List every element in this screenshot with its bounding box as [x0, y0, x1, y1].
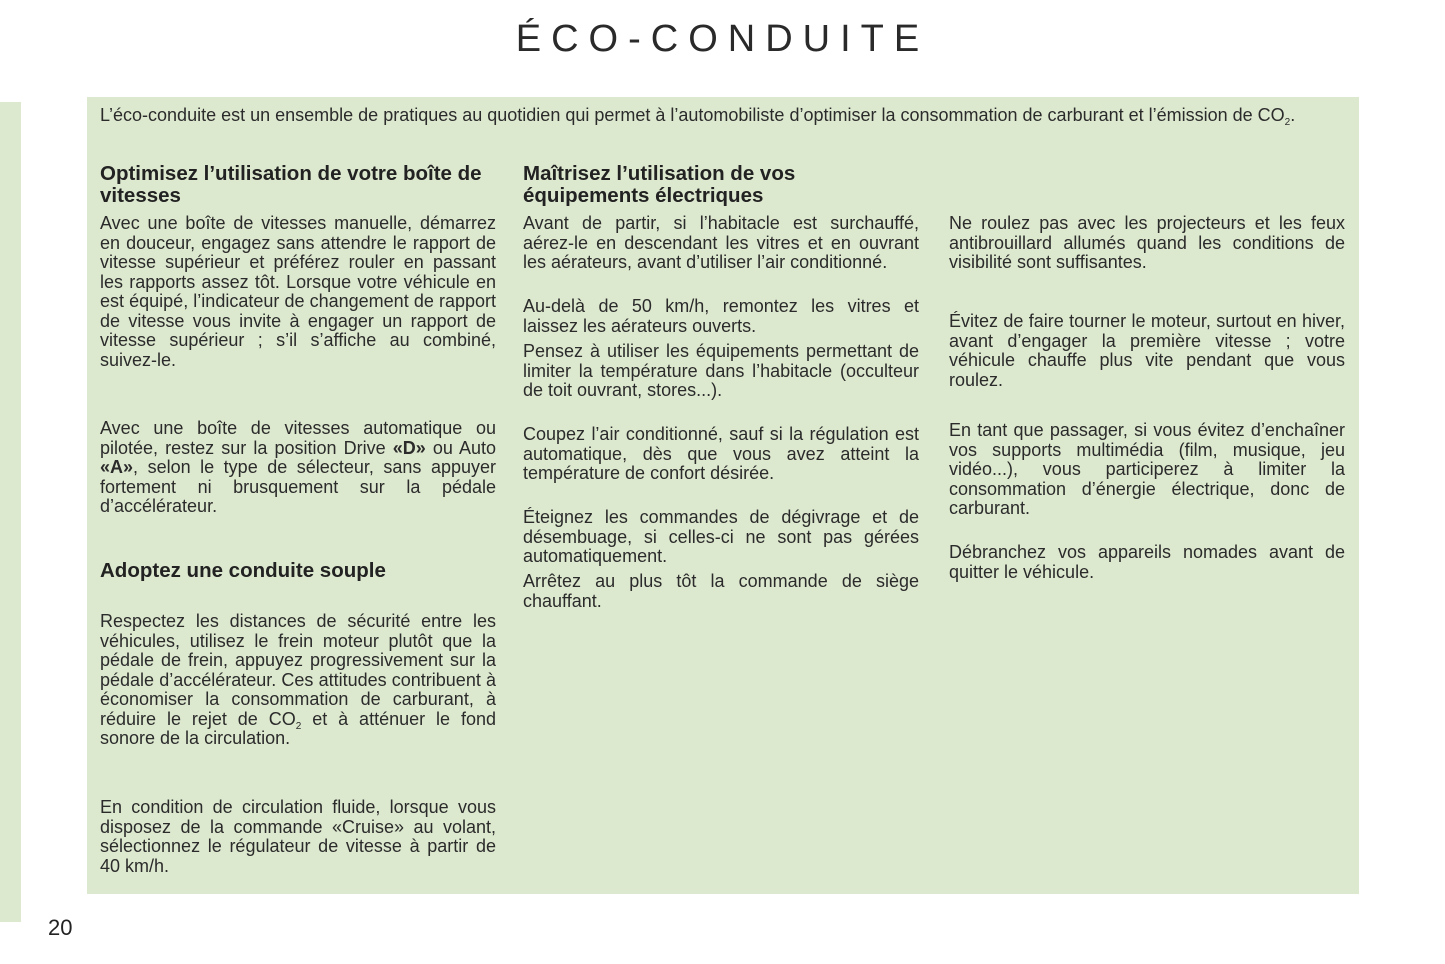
paragraph-demisting: Éteignez les commandes de dégivrage et de désembuage, si celles-ci ne sont pas gérées automatiquement. — [523, 507, 919, 566]
heading-gearbox: Optimisez l’utilisation de votre boîte de vitesses — [100, 162, 482, 207]
paragraph-safety-distances: Respectez les distances de sécurité entre les véhicules, utilisez le frein moteur plutôt que la pédale de frein, appuyez progressivement sur la pédale d’accélérateur. Ces attitudes contribuent à économiser la consommation de carburant, à réduire le rejet de $CO_2$ et à atténuer le fond sonore de la circulation. — [100, 611, 496, 748]
heading-smooth-driving: Adoptez une conduite souple — [100, 559, 386, 582]
intro-paragraph: L’éco-conduite est un ensemble de pratiques au quotidien qui permet à l’automobiliste d’optimiser la consommation de carburant et l’émission de $CO_2$. — [100, 105, 1296, 128]
paragraph-manual-gearbox: Avec une boîte de vitesses manuelle, démarrez en douceur, engagez sans attendre le rapport de vitesse supérieur et préférez rouler en passant les rapports assez tôt. Lorsque votre véhicule en est équipé, l’indicateur de changement de rapport de vitesse vous invite à engager un rapport de vitesse supérieur ; s’il s’affiche au combiné, suivez-le. — [100, 213, 496, 370]
paragraph-headlamps: Ne roulez pas avec les projecteurs et les feux antibrouillard allumés quand les conditions de visibilité sont suffisantes. — [949, 213, 1345, 272]
section-side-tab — [0, 102, 21, 922]
paragraph-engine-idle: Évitez de faire tourner le moteur, surtout en hiver, avant d’engager la première vitesse ; votre véhicule chauffe plus vite pendant que vous roulez. — [949, 311, 1345, 390]
paragraph-nomad-devices: Débranchez vos appareils nomades avant de quitter le véhicule. — [949, 542, 1345, 582]
page-number: 20 — [48, 915, 73, 940]
paragraph-cruise-control: En condition de circulation fluide, lorsque vous disposez de la commande «Cruise» au volant, sélectionnez le régulateur de vitesse à partir de 40 km/h. — [100, 797, 496, 876]
paragraph-windows: Au-delà de 50 km/h, remontez les vitres et laissez les aérateurs ouverts. — [523, 296, 919, 336]
paragraph-ventilation: Avant de partir, si l’habitacle est surchauffé, aérez-le en descendant les vitres et en ouvrant les aérateurs, avant d’utiliser l’air conditionné. — [523, 213, 919, 272]
heading-electrical-equipment: Maîtrisez l’utilisation de vos équipements électriques — [523, 162, 796, 207]
paragraph-multimedia: En tant que passager, si vous évitez d’enchaîner vos supports multimédia (film, musique, jeu vidéo...), vous participerez à limiter la consommation d’énergie électrique, donc de carburant. — [949, 420, 1345, 518]
paragraph-automatic-gearbox: Avec une boîte de vitesses automatique ou pilotée, restez sur la position Drive «D» ou Auto «A», selon le type de sélecteur, sans appuyer fortement ni brusquement sur la pédale d’accélérateur. — [100, 418, 497, 516]
paragraph-heated-seat: Arrêtez au plus tôt la commande de siège chauffant. — [523, 571, 919, 611]
paragraph-sunblinds: Pensez à utiliser les équipements permettant de limiter la température dans l’habitacle (occulteur de toit ouvrant, stores...). — [523, 341, 919, 400]
page-title: ÉCO-CONDUITE — [515, 18, 930, 60]
content-panel — [87, 97, 1359, 894]
paragraph-air-conditioning: Coupez l’air conditionné, sauf si la régulation est automatique, dès que vous avez atteint la température de confort désirée. — [523, 424, 919, 483]
